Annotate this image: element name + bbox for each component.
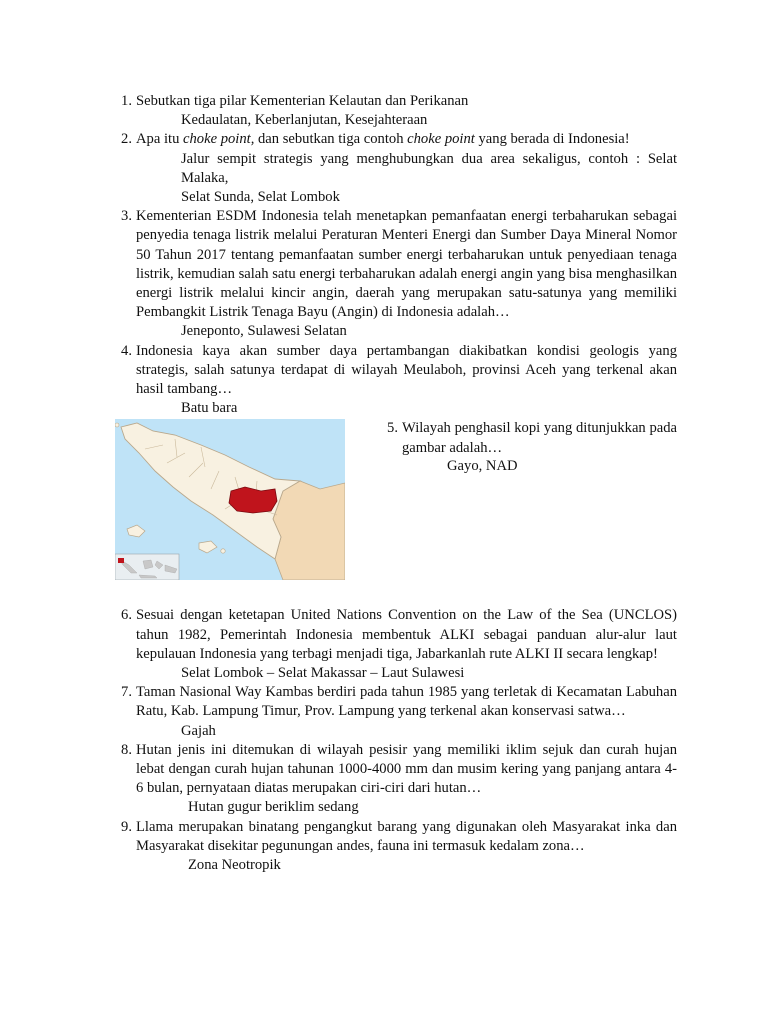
question-text-part: dan sebutkan tiga contoh — [254, 131, 408, 148]
question-9 — [121, 818, 677, 856]
question-number: 3. — [121, 208, 132, 225]
answer-6: Selat Lombok – Selat Makassar – Laut Sulawesi — [181, 665, 465, 682]
question-text: Taman Nasional Way Kambas berdiri pada tahun 1985 yang terletak di Kecamatan Labuhan Ratu, Kab. Lampung Timur, Prov. Lampung yang terkenal akan konservasi satwa… — [136, 684, 677, 720]
question-text-part: yang berada di Indonesia! — [474, 131, 630, 148]
question-4 — [121, 342, 677, 400]
question-text: Indonesia kaya akan sumber daya pertambangan diakibatkan kondisi geologis yang strategis, salah satunya terdapat di wilayah Meulaboh, provinsi Aceh yang terkenal akan hasil tambang… — [136, 342, 677, 398]
aceh-map — [115, 419, 345, 580]
answer-2-line-2: Selat Sunda, Selat Lombok — [181, 189, 340, 206]
question-text: Sebutkan tiga pilar Kementerian Kelautan dan Perikanan — [136, 93, 469, 109]
map-inset-highlight — [118, 558, 124, 563]
question-1 — [121, 92, 677, 111]
answer-7: Gajah — [181, 722, 216, 739]
answer-9: Zona Neotropik — [188, 857, 281, 874]
question-number: 5. — [387, 420, 398, 437]
map-island-small — [221, 549, 225, 553]
question-6 — [121, 606, 677, 664]
question-5-row — [0, 418, 768, 606]
question-text-part: Apa itu — [136, 131, 184, 148]
question-number: 8. — [121, 741, 132, 758]
question-2 — [121, 130, 677, 149]
question-text: Hutan jenis ini ditemukan di wilayah pesisir yang memiliki iklim sejuk dan curah hujan lebat dengan curah hujan tahunan 1000-4000 mm dan musim kering yang panjang antara 4-6 bulan, pernyataan diatas merupakan ciri-ciri dari hutan… — [136, 741, 677, 797]
question-text: Wilayah penghasil kopi yang ditunjukkan pada gambar adalah… — [402, 420, 677, 456]
answer-1: Kedaulatan, Keberlanjutan, Kesejahteraan — [181, 112, 428, 129]
question-3 — [121, 207, 677, 322]
answer-2-line-1: Jalur sempit strategis yang menghubungkan dua area sekaligus, contoh : Selat Malaka, — [181, 150, 677, 186]
question-text-italic: choke point, — [183, 131, 255, 148]
question-7 — [121, 683, 677, 721]
answer-5: Gayo, NAD — [447, 458, 518, 475]
question-text: Kementerian ESDM Indonesia telah menetapkan pemanfaatan energi terbaharukan sebagai penyedia tenaga listrik melalui Peraturan Menteri Energi dan Sumber Daya Mineral Nomor 50 Tahun 2017 tentang pemanfaatan sumber energi terbaharukan untuk penyediaan tenaga listrik, kemudian salah satu energi terbaharukan adalah energi angin yang bisa menghasilkan energi listrik melalui kincir angin, daerah yang merupakan satu-satunya yang memiliki Pembangkit Listrik Tenaga Bayu (Angin) di Indonesia adalah… — [136, 208, 677, 321]
question-number: 7. — [121, 684, 132, 701]
answer-3: Jeneponto, Sulawesi Selatan — [181, 323, 347, 340]
question-number: 4. — [121, 342, 132, 359]
map-neighbor-region — [273, 481, 345, 580]
question-text: Sesuai dengan ketetapan United Nations Convention on the Law of the Sea (UNCLOS) tahun 1982, Pemerintah Indonesia membentuk ALKI sebagai panduan alur-alur laut kepulauan Indonesia yang terbagi menjadi tiga, Jabarkanlah rute ALKI II secara lengkap! — [136, 607, 677, 662]
worksheet — [0, 92, 768, 875]
question-8 — [121, 741, 677, 799]
answer-4: Batu bara — [181, 400, 238, 417]
question-number: 9. — [121, 818, 132, 835]
question-5 — [387, 419, 677, 457]
answer-8: Hutan gugur beriklim sedang — [188, 799, 359, 816]
question-number: 6. — [121, 607, 132, 624]
map-island-small — [115, 423, 119, 427]
question-text-italic: choke point — [407, 131, 475, 148]
question-text: Llama merupakan binatang pengangkut barang yang digunakan oleh Masyarakat inka dan Masyarakat disekitar pegunungan andes, fauna ini termasuk kedalam zona… — [136, 818, 677, 854]
map-highlight-gayo — [229, 487, 277, 513]
question-number: 2. — [121, 131, 132, 148]
question-number: 1. — [121, 93, 132, 109]
